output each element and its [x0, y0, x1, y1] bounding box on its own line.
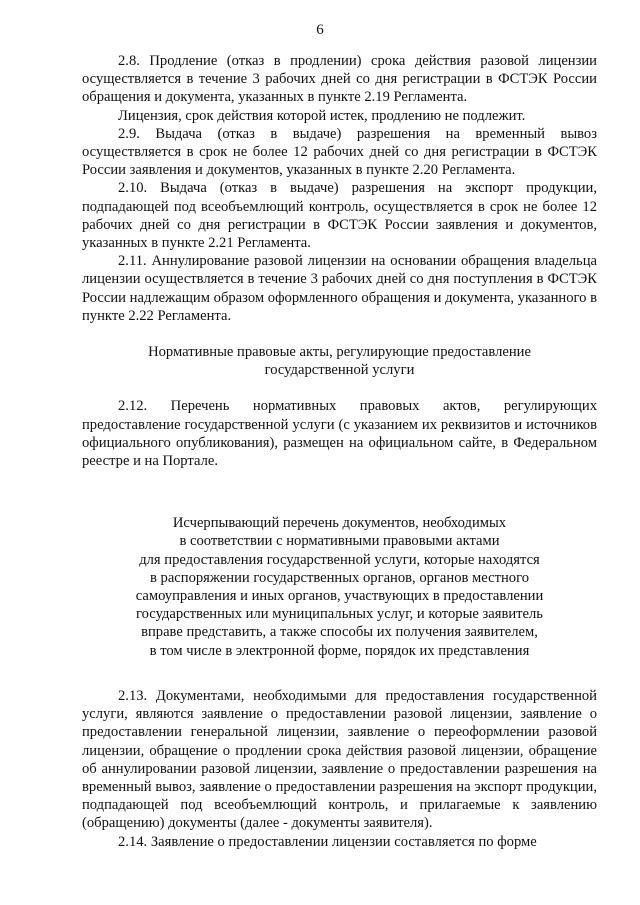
- section-heading-line: в соответствии с нормативными правовыми актами: [179, 533, 500, 550]
- paragraph-2-9: 2.9. Выдача (отказ в выдаче) разрешения на временный вывоз осуществляется в срок не более 12 рабочих дней со дня регистрации в ФСТЭК России заявления и документов, указанных в пункте 2.20 Регламента.: [82, 125, 597, 179]
- section-heading-line: Исчерпывающий перечень документов, необходимых: [172, 515, 507, 532]
- document-body: [82, 52, 597, 851]
- paragraph-2-14: 2.14. Заявление о предоставлении лицензии составляется по форме: [118, 833, 537, 850]
- paragraph-2-13: 2.13. Документами, необходимыми для предоставления государственной услуги, являются заявление о предоставлении разовой лицензии, заявление о предоставлении генеральной лицензии, заявление о переоформлении разовой лицензии, обращение о продлении срока действия разовой лицензии, обращение об аннулировании разовой лицензии, заявление о предоставлении разрешения на временный вывоз, заявление о предоставлении разрешения на экспорт продукции, подпадающей под всеобъемлющий контроль, и прилагаемые к заявлению (обращению) документы (далее - документы заявителя).: [82, 687, 597, 832]
- paragraph-2-10: 2.10. Выдача (отказ в выдаче) разрешения на экспорт продукции, подпадающей под всеобъемлющий контроль, осуществляется в срок не более 12 рабочих дней со дня регистрации в ФСТЭК России заявления и документов, указанных в пункте 2.21 Регламента.: [82, 180, 597, 252]
- section-heading-line: самоуправления и иных органов, участвующих в предоставлении: [135, 588, 544, 605]
- paragraph-2-12: 2.12. Перечень нормативных правовых актов, регулирующих предоставление государственной услуги (с указанием их реквизитов и источников официального опубликования), размещен на официальном сайте, в Федеральном реестре и на Портале.: [82, 398, 597, 470]
- section-heading-line: для предоставления государственной услуги, которые находятся: [139, 551, 540, 568]
- section-heading-documents: [82, 514, 597, 660]
- paragraph-2-8: 2.8. Продление (отказ в продлении) срока действия разовой лицензии осуществляется в течение 3 рабочих дней со дня регистрации в ФСТЭК России обращения и документа, указанных в пункте 2.19 Регламента.: [82, 53, 597, 106]
- section-heading-legal-acts: [82, 343, 597, 379]
- section-heading-line: в распоряжении государственных органов, органов местного: [149, 569, 530, 586]
- section-heading-line: Нормативные правовые акты, регулирующие предоставление: [148, 344, 531, 361]
- section-heading-line: государственной услуги: [264, 362, 415, 379]
- paragraph-2-11: 2.11. Аннулирование разовой лицензии на основании обращения владельца лицензии осуществляется в течение 3 рабочих дней со дня поступления в ФСТЭК России надлежащим образом оформленного обращения и документа, указанного в пункте 2.22 Регламента.: [82, 253, 597, 324]
- page-number: 6: [316, 22, 324, 38]
- section-heading-line: государственных или муниципальных услуг, и которые заявитель: [136, 606, 543, 623]
- section-heading-line: в том числе в электронной форме, порядок их представления: [149, 642, 530, 659]
- paragraph-license-expired: Лицензия, срок действия которой истек, продлению не подлежит.: [118, 107, 526, 124]
- section-heading-line: вправе представить, а также способы их получения заявителем,: [141, 624, 538, 641]
